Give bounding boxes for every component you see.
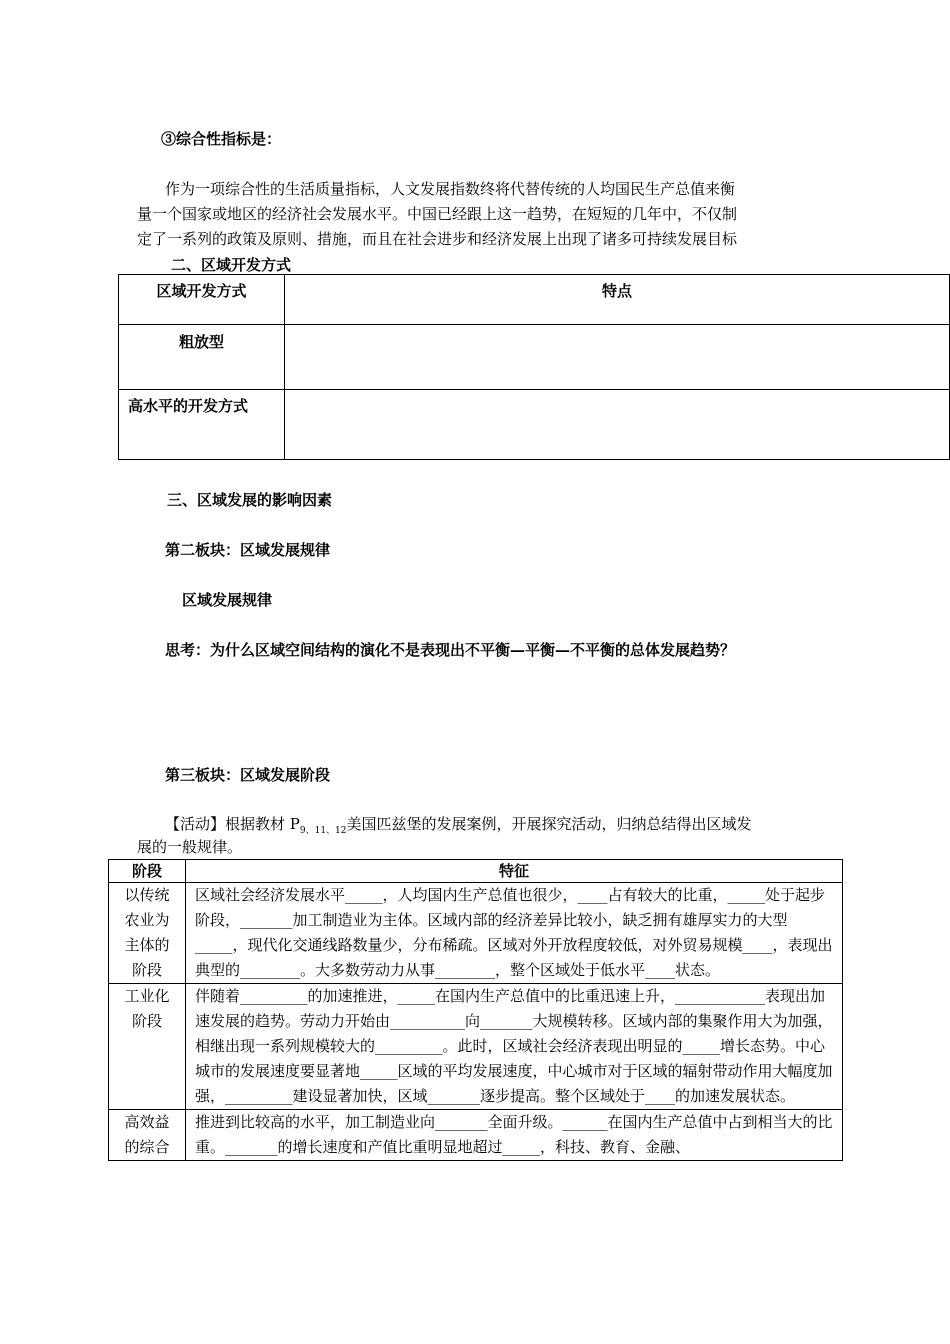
table1-row-high-level: 高水平的开发方式 bbox=[119, 390, 285, 460]
paragraph-line-3: 定了一系列的政策及原则、措施，而且在社会进步和经济发展上出现了诸多可持续发展目标 bbox=[137, 230, 738, 248]
indicator-heading: ③综合性指标是： bbox=[161, 130, 282, 148]
stage-agriculture: 以传统农业为主体的阶段 bbox=[109, 883, 186, 984]
paragraph-line-2: 量一个国家或地区的经济社会发展水平。中国已经跟上这一趋势，在短短的几年中，不仅制 bbox=[137, 205, 738, 223]
table1-header-mode: 区域开发方式 bbox=[119, 275, 285, 325]
stage-high-efficiency: 高效益的综合 bbox=[109, 1110, 186, 1161]
feature-agriculture: 区域社会经济发展水平_____，人均国内生产总值也很少，____占有较大的比重，_____处于起步阶段，_______加工制造业为主体。区域内部的经济差异比较小，缺乏拥有雄厚实力的大型_____，现代化交通线路数量少，分布稀疏。区域对外开放程度较低，对外贸易规模____，表现出典型的________。大多数劳动力从事________，整个区域处于低水平____状态。 bbox=[186, 883, 843, 984]
stage-industrialization: 工业化阶段 bbox=[109, 984, 186, 1110]
table1-cell-extensive-feature[interactable] bbox=[285, 325, 950, 390]
section-2-title: 二、区域开发方式 bbox=[171, 256, 292, 274]
paragraph-line-1: 作为一项综合性的生活质量指标，人文发展指数终将代替传统的人均国民生产总值来衡 bbox=[165, 180, 736, 198]
development-mode-table bbox=[118, 274, 950, 460]
activity-line-1: 【活动】根据教材 $P_{9、11、12}$美国匹兹堡的发展案例，开展探究活动，归纳总结得出区域发 bbox=[165, 815, 752, 836]
table1-row-extensive: 粗放型 bbox=[119, 325, 285, 390]
block-3-title: 第三板块：区域发展阶段 bbox=[165, 766, 331, 784]
table1-cell-high-level-feature[interactable] bbox=[285, 390, 950, 460]
feature-industrialization: 伴随着_________的加速推进，_____在国内生产总值中的比重迅速上升，____________表现出加速发展的趋势。劳动力开始由__________向_______大规模转移。区域内部的集聚作用大为加强，相继出现一系列规模较大的_________。此时，区域社会经济表现出明显的_____增长态势。中心城市的发展速度要显著地_____区域的平均发展速度，中心城市对于区域的辐射带动作用大幅度加强，_________建设显著加快，区域_______逐步提高。整个区域处于____的加速发展状态。 bbox=[186, 984, 843, 1110]
table1-header-feature: 特点 bbox=[285, 275, 950, 325]
think-question: 思考：为什么区域空间结构的演化不是表现出不平衡—平衡—不平衡的总体发展趋势？ bbox=[165, 641, 736, 659]
section-3-title: 三、区域发展的影响因素 bbox=[167, 491, 333, 509]
block-2-title: 第二板块：区域发展规律 bbox=[165, 541, 331, 559]
activity-line-2: 展的一般规律。 bbox=[137, 838, 243, 856]
table2-header-feature: 特征 bbox=[186, 860, 843, 883]
table2-header-stage: 阶段 bbox=[109, 860, 186, 883]
development-stage-table bbox=[108, 859, 843, 1161]
feature-high-efficiency: 推进到比较高的水平，加工制造业向_______全面升级。______在国内生产总值中占到相当大的比重。_______的增长速度和产值比重明显地超过_____，科技、教育、金融、 bbox=[186, 1110, 843, 1161]
block-2-subtitle: 区域发展规律 bbox=[182, 591, 273, 609]
